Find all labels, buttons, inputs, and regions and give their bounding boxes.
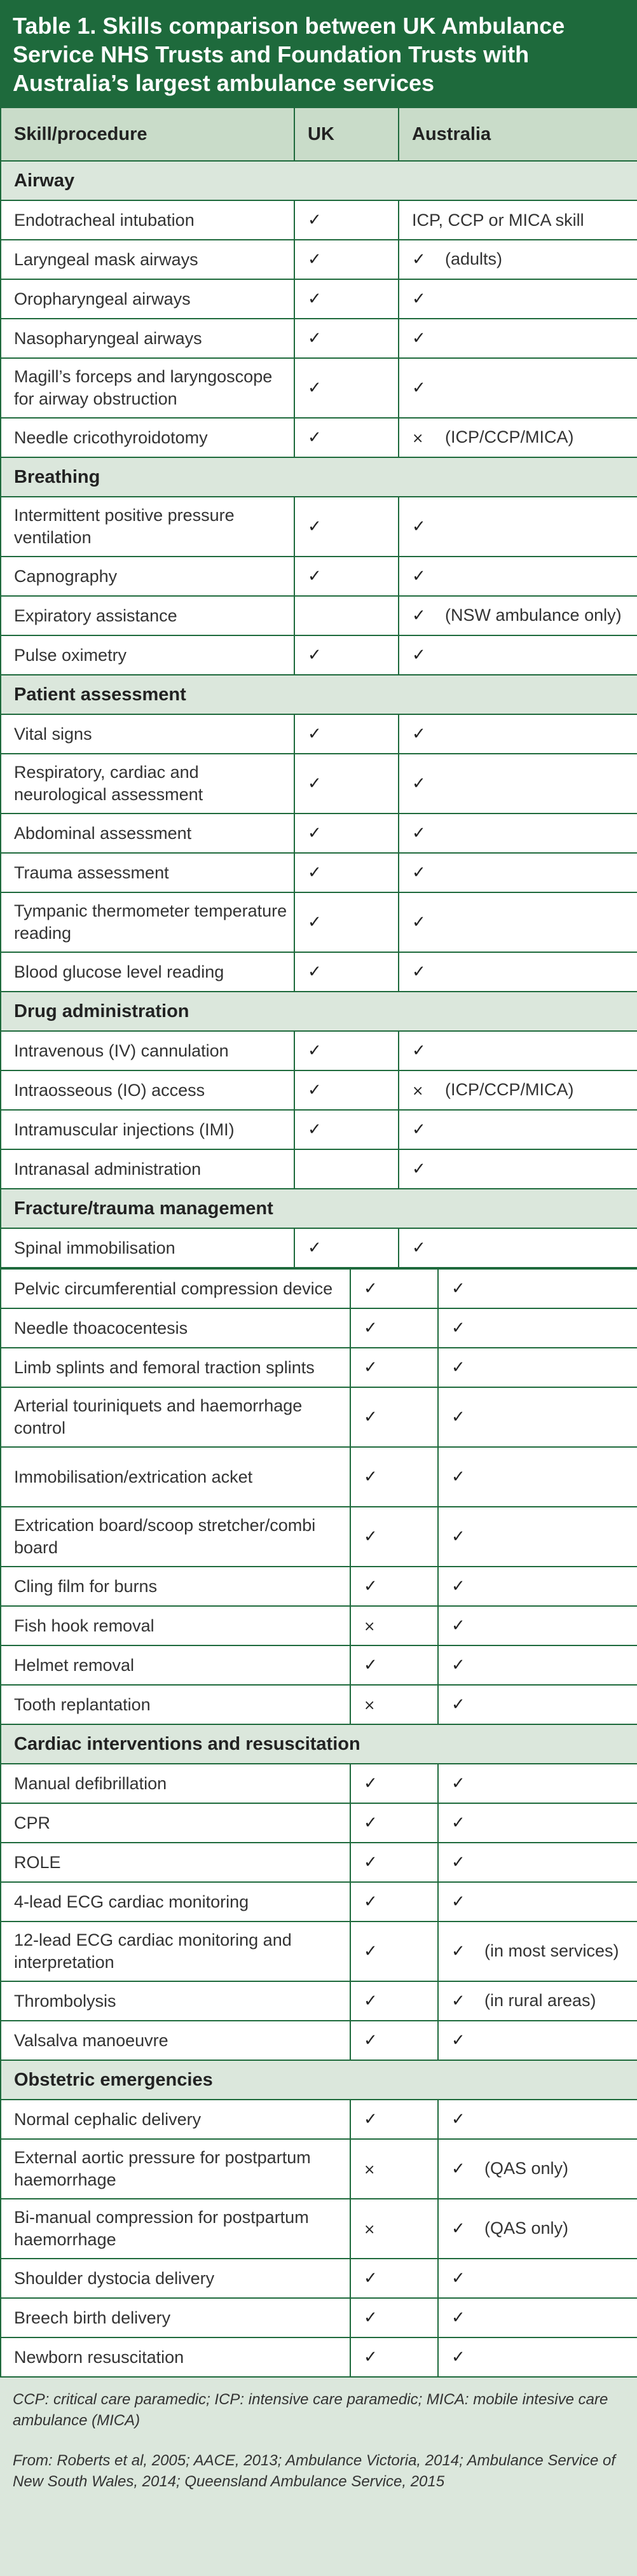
- section-row: [1, 992, 637, 1031]
- check-mark-icon: ✓: [451, 2269, 465, 2288]
- australia-cell: [438, 1764, 637, 1803]
- uk-cell: [350, 2337, 438, 2377]
- uk-cell: [294, 358, 399, 418]
- skill-cell: Bi-manual compression for postpartum haemorrhage: [1, 2199, 350, 2259]
- uk-cell: [294, 952, 399, 992]
- uk-cell: [350, 1507, 438, 1567]
- australia-cell: [399, 714, 637, 754]
- skill-cell: ROLE: [1, 1843, 350, 1882]
- check-mark-icon: ✓: [451, 2219, 465, 2238]
- table-row: [1, 1843, 637, 1882]
- table-row: [1, 2139, 637, 2199]
- uk-cell: [294, 754, 399, 814]
- section-heading: Obstetric emergencies: [1, 2060, 637, 2100]
- uk-cell: [350, 1882, 438, 1922]
- skill-cell: Needle cricothyroidotomy: [1, 418, 294, 457]
- skill-cell: Nasopharyngeal airways: [1, 319, 294, 358]
- check-mark-icon: ✓: [412, 606, 426, 625]
- skill-cell: Thrombolysis: [1, 1981, 350, 2021]
- section-heading: Cardiac interventions and resuscitation: [1, 1724, 637, 1764]
- table-row: [1, 2021, 637, 2060]
- check-mark-icon: ✓: [364, 1853, 378, 1872]
- uk-cell: [294, 279, 399, 319]
- uk-cell: [294, 1110, 399, 1149]
- skill-cell: Tympanic thermometer temperature reading: [1, 892, 294, 952]
- australia-cell: [399, 635, 637, 675]
- uk-cell: [350, 1764, 438, 1803]
- table-row: [1, 358, 637, 418]
- check-mark-icon: ✓: [308, 329, 322, 348]
- table-row: [1, 1645, 637, 1685]
- check-mark-icon: ✓: [451, 1774, 465, 1793]
- uk-cell: [294, 240, 399, 279]
- table-row: [1, 2298, 637, 2337]
- table-row: [1, 1764, 637, 1803]
- australia-cell: [399, 240, 637, 279]
- table-row: [1, 1507, 637, 1567]
- australia-cell: [438, 1803, 637, 1843]
- australia-cell: [438, 1606, 637, 1645]
- check-mark-icon: ✓: [412, 646, 426, 665]
- check-mark-icon: ✓: [412, 774, 426, 793]
- cross-mark-icon: ×: [364, 2161, 376, 2178]
- check-mark-icon: ✓: [308, 1238, 322, 1257]
- skill-cell: Intravenous (IV) cannulation: [1, 1031, 294, 1070]
- table-header-row: [1, 107, 637, 161]
- section-row: [1, 161, 637, 200]
- section-heading: Patient assessment: [1, 675, 637, 714]
- australia-cell: [399, 952, 637, 992]
- check-mark-icon: ✓: [364, 1892, 378, 1911]
- skill-cell: Magill’s forceps and laryngoscope for airway obstruction: [1, 358, 294, 418]
- uk-cell: [294, 1031, 399, 1070]
- skill-cell: Extrication board/scoop stretcher/combi board: [1, 1507, 350, 1567]
- check-mark-icon: ✓: [364, 1774, 378, 1793]
- table-row: [1, 1348, 637, 1387]
- table-row: [1, 418, 637, 457]
- table-row: [1, 1387, 637, 1447]
- check-mark-icon: ✓: [451, 1408, 465, 1427]
- table-footnotes: [0, 2378, 637, 2492]
- uk-cell: [294, 714, 399, 754]
- australia-cell: [399, 1031, 637, 1070]
- cross-mark-icon: ×: [412, 1083, 424, 1099]
- section-row: [1, 457, 637, 497]
- skill-cell: External aortic pressure for postpartum haemorrhage: [1, 2139, 350, 2199]
- uk-cell: [350, 1447, 438, 1507]
- australia-cell: [438, 1387, 637, 1447]
- australia-cell: [438, 1308, 637, 1348]
- skill-cell: Intermittent positive pressure ventilation: [1, 497, 294, 557]
- skill-cell: Normal cephalic delivery: [1, 2100, 350, 2139]
- check-mark-icon: ✓: [308, 378, 322, 398]
- skills-table-part-a: [0, 107, 637, 1268]
- check-mark-icon: ✓: [308, 250, 322, 269]
- skill-cell: Vital signs: [1, 714, 294, 754]
- australia-cell: [399, 853, 637, 892]
- australia-cell: [399, 497, 637, 557]
- check-mark-icon: ✓: [308, 863, 322, 882]
- uk-cell: [350, 1922, 438, 1981]
- table-row: [1, 1070, 637, 1110]
- table-row: [1, 2337, 637, 2377]
- table-row: [1, 240, 637, 279]
- uk-cell: [294, 1070, 399, 1110]
- check-mark-icon: ✓: [308, 1081, 322, 1100]
- australia-cell: [399, 1149, 637, 1189]
- check-mark-icon: ✓: [364, 2031, 378, 2050]
- check-mark-icon: ✓: [412, 863, 426, 882]
- cross-mark-icon: ×: [412, 430, 424, 447]
- section-row: [1, 2060, 637, 2100]
- skill-cell: 4-lead ECG cardiac monitoring: [1, 1882, 350, 1922]
- uk-cell: [294, 319, 399, 358]
- check-mark-icon: ✓: [451, 1319, 465, 1338]
- uk-cell: [294, 557, 399, 596]
- table-row: [1, 2100, 637, 2139]
- australia-cell: [399, 358, 637, 418]
- skill-cell: Expiratory assistance: [1, 596, 294, 635]
- uk-cell: [350, 2259, 438, 2298]
- uk-cell: [294, 635, 399, 675]
- check-mark-icon: ✓: [308, 824, 322, 843]
- check-mark-icon: ✓: [412, 250, 426, 269]
- header-skill: Skill/procedure: [1, 107, 294, 161]
- australia-cell: [399, 200, 637, 240]
- table-row: [1, 1882, 637, 1922]
- australia-note: (NSW ambulance only): [445, 606, 622, 625]
- header-uk: UK: [294, 107, 399, 161]
- check-mark-icon: ✓: [364, 1656, 378, 1675]
- check-mark-icon: ✓: [451, 1695, 465, 1714]
- australia-cell: [438, 1645, 637, 1685]
- uk-cell: [350, 1387, 438, 1447]
- australia-note: (QAS only): [484, 2159, 569, 2178]
- check-mark-icon: ✓: [451, 2110, 465, 2129]
- table-row: [1, 2259, 637, 2298]
- check-mark-icon: ✓: [308, 913, 322, 932]
- check-mark-icon: ✓: [364, 1527, 378, 1546]
- check-mark-icon: ✓: [412, 724, 426, 744]
- check-mark-icon: ✓: [451, 1813, 465, 1832]
- australia-cell: [438, 2298, 637, 2337]
- check-mark-icon: ✓: [412, 1160, 426, 1179]
- australia-cell: [399, 892, 637, 952]
- australia-cell: [438, 2021, 637, 2060]
- australia-cell: [438, 1843, 637, 1882]
- check-mark-icon: ✓: [451, 1892, 465, 1911]
- check-mark-icon: ✓: [451, 2308, 465, 2327]
- table-row: [1, 2199, 637, 2259]
- skill-cell: Intranasal administration: [1, 1149, 294, 1189]
- check-mark-icon: ✓: [308, 774, 322, 793]
- australia-cell: [438, 1348, 637, 1387]
- table-row: [1, 1981, 637, 2021]
- footnote-abbreviations: CCP: critical care paramedic; ICP: intensive care paramedic; MICA: mobile intesive care ambulance (MICA): [13, 2391, 608, 2429]
- australia-note: (in most services): [484, 1941, 619, 1960]
- check-mark-icon: ✓: [364, 1279, 378, 1298]
- uk-cell: [294, 200, 399, 240]
- uk-cell: [350, 1308, 438, 1348]
- check-mark-icon: ✓: [364, 2308, 378, 2327]
- skill-cell: Helmet removal: [1, 1645, 350, 1685]
- table-row: [1, 853, 637, 892]
- australia-note: (QAS only): [484, 2219, 569, 2238]
- skill-cell: Respiratory, cardiac and neurological assessment: [1, 754, 294, 814]
- check-mark-icon: ✓: [412, 1238, 426, 1257]
- uk-cell: [350, 1645, 438, 1685]
- table-row: [1, 714, 637, 754]
- check-mark-icon: ✓: [308, 517, 322, 536]
- skill-cell: Breech birth delivery: [1, 2298, 350, 2337]
- skill-cell: Abdominal assessment: [1, 814, 294, 853]
- australia-cell: [438, 1882, 637, 1922]
- uk-cell: [294, 1149, 399, 1189]
- uk-cell: [350, 1803, 438, 1843]
- skills-table-part-b: [0, 1268, 637, 2378]
- uk-cell: [294, 596, 399, 635]
- check-mark-icon: ✓: [364, 1813, 378, 1832]
- australia-note: (in rural areas): [484, 1991, 596, 2010]
- check-mark-icon: ✓: [412, 329, 426, 348]
- australia-cell: [399, 279, 637, 319]
- skill-cell: CPR: [1, 1803, 350, 1843]
- check-mark-icon: ✓: [308, 428, 322, 447]
- australia-cell: [438, 1507, 637, 1567]
- skill-cell: Blood glucose level reading: [1, 952, 294, 992]
- australia-cell: [399, 557, 637, 596]
- table-row: [1, 1803, 637, 1843]
- table-row: [1, 1308, 637, 1348]
- table-row: [1, 596, 637, 635]
- skill-cell: Spinal immobilisation: [1, 1228, 294, 1268]
- skill-cell: Endotracheal intubation: [1, 200, 294, 240]
- check-mark-icon: ✓: [308, 567, 322, 586]
- australia-cell: [399, 319, 637, 358]
- australia-cell: [438, 2337, 637, 2377]
- australia-cell: [438, 1269, 637, 1308]
- check-mark-icon: ✓: [451, 1942, 465, 1961]
- table-row: [1, 1228, 637, 1268]
- section-heading: Fracture/trauma management: [1, 1189, 637, 1228]
- skill-cell: Shoulder dystocia delivery: [1, 2259, 350, 2298]
- check-mark-icon: ✓: [308, 211, 322, 230]
- uk-cell: [350, 1685, 438, 1724]
- table-row: [1, 1922, 637, 1981]
- table-row: [1, 1685, 637, 1724]
- uk-cell: [350, 1843, 438, 1882]
- check-mark-icon: ✓: [412, 1120, 426, 1139]
- skill-cell: Cling film for burns: [1, 1567, 350, 1606]
- check-mark-icon: ✓: [451, 1527, 465, 1546]
- skill-cell: Fish hook removal: [1, 1606, 350, 1645]
- australia-cell: [399, 1110, 637, 1149]
- skill-cell: Tooth replantation: [1, 1685, 350, 1724]
- uk-cell: [350, 1981, 438, 2021]
- check-mark-icon: ✓: [364, 2269, 378, 2288]
- australia-note: (adults): [445, 249, 503, 268]
- skill-cell: Arterial touriniquets and haemorrhage control: [1, 1387, 350, 1447]
- skill-cell: Intraosseous (IO) access: [1, 1070, 294, 1110]
- australia-note: ICP, CCP or MICA skill: [412, 210, 584, 230]
- table-row: [1, 814, 637, 853]
- header-australia: Australia: [399, 107, 637, 161]
- cross-mark-icon: ×: [364, 1618, 376, 1635]
- table-row: [1, 1269, 637, 1308]
- uk-cell: [350, 1567, 438, 1606]
- check-mark-icon: ✓: [451, 1358, 465, 1377]
- check-mark-icon: ✓: [308, 1120, 322, 1139]
- skill-cell: Laryngeal mask airways: [1, 240, 294, 279]
- australia-cell: [399, 1228, 637, 1268]
- check-mark-icon: ✓: [364, 1467, 378, 1486]
- skill-cell: Needle thoacocentesis: [1, 1308, 350, 1348]
- skill-cell: Capnography: [1, 557, 294, 596]
- check-mark-icon: ✓: [451, 1467, 465, 1486]
- check-mark-icon: ✓: [451, 1616, 465, 1635]
- check-mark-icon: ✓: [364, 2110, 378, 2129]
- uk-cell: [294, 1228, 399, 1268]
- skill-cell: Immobilisation/extrication acket: [1, 1447, 350, 1507]
- check-mark-icon: ✓: [451, 2159, 465, 2178]
- australia-cell: [438, 2100, 637, 2139]
- check-mark-icon: ✓: [451, 1279, 465, 1298]
- section-heading: Drug administration: [1, 992, 637, 1031]
- table-row: [1, 279, 637, 319]
- footnote-source: From: Roberts et al, 2005; AACE, 2013; Ambulance Victoria, 2014; Ambulance Service of New South Wales, 2014; Queensland Ambulance Service, 2015: [13, 2452, 616, 2490]
- check-mark-icon: ✓: [412, 517, 426, 536]
- check-mark-icon: ✓: [308, 289, 322, 308]
- table-row: [1, 952, 637, 992]
- section-heading: Breathing: [1, 457, 637, 497]
- check-mark-icon: ✓: [412, 567, 426, 586]
- check-mark-icon: ✓: [364, 1577, 378, 1596]
- section-row: [1, 1189, 637, 1228]
- check-mark-icon: ✓: [308, 962, 322, 981]
- australia-cell: [438, 2199, 637, 2259]
- check-mark-icon: ✓: [308, 724, 322, 744]
- cross-mark-icon: ×: [364, 1697, 376, 1714]
- section-row: [1, 1724, 637, 1764]
- skill-cell: Oropharyngeal airways: [1, 279, 294, 319]
- table-title: Table 1. Skills comparison between UK Ambulance Service NHS Trusts and Foundation Trusts with Australia’s largest ambulance services: [0, 0, 637, 107]
- check-mark-icon: ✓: [451, 2348, 465, 2367]
- uk-cell: [294, 853, 399, 892]
- skill-cell: 12-lead ECG cardiac monitoring and interpretation: [1, 1922, 350, 1981]
- section-heading: Airway: [1, 161, 637, 200]
- check-mark-icon: ✓: [364, 1942, 378, 1961]
- check-mark-icon: ✓: [451, 1991, 465, 2011]
- table-row: [1, 892, 637, 952]
- uk-cell: [350, 1269, 438, 1308]
- check-mark-icon: ✓: [364, 2348, 378, 2367]
- uk-cell: [350, 2139, 438, 2199]
- uk-cell: [350, 2100, 438, 2139]
- table-row: [1, 1031, 637, 1070]
- uk-cell: [350, 2298, 438, 2337]
- table-row: [1, 754, 637, 814]
- uk-cell: [294, 497, 399, 557]
- check-mark-icon: ✓: [308, 646, 322, 665]
- australia-note: (ICP/CCP/MICA): [445, 1079, 574, 1099]
- skill-cell: Intramuscular injections (IMI): [1, 1110, 294, 1149]
- skill-cell: Pelvic circumferential compression device: [1, 1269, 350, 1308]
- check-mark-icon: ✓: [412, 1041, 426, 1060]
- table-row: [1, 635, 637, 675]
- uk-cell: [350, 2021, 438, 2060]
- check-mark-icon: ✓: [364, 1991, 378, 2011]
- skill-cell: Pulse oximetry: [1, 635, 294, 675]
- table-row: [1, 1110, 637, 1149]
- australia-cell: [438, 2259, 637, 2298]
- skill-cell: Manual defibrillation: [1, 1764, 350, 1803]
- table-row: [1, 557, 637, 596]
- uk-cell: [350, 1606, 438, 1645]
- check-mark-icon: ✓: [364, 1358, 378, 1377]
- australia-cell: [438, 1981, 637, 2021]
- check-mark-icon: ✓: [451, 1577, 465, 1596]
- check-mark-icon: ✓: [412, 962, 426, 981]
- uk-cell: [350, 2199, 438, 2259]
- australia-cell: [399, 1070, 637, 1110]
- uk-cell: [294, 892, 399, 952]
- table-row: [1, 1447, 637, 1507]
- check-mark-icon: ✓: [364, 1408, 378, 1427]
- australia-cell: [438, 1567, 637, 1606]
- check-mark-icon: ✓: [412, 913, 426, 932]
- australia-cell: [438, 1922, 637, 1981]
- table-row: [1, 319, 637, 358]
- check-mark-icon: ✓: [308, 1041, 322, 1060]
- uk-cell: [350, 1348, 438, 1387]
- table-row: [1, 1606, 637, 1645]
- australia-cell: [399, 596, 637, 635]
- section-row: [1, 675, 637, 714]
- australia-cell: [399, 814, 637, 853]
- australia-cell: [438, 2139, 637, 2199]
- skill-cell: Valsalva manoeuvre: [1, 2021, 350, 2060]
- check-mark-icon: ✓: [364, 1319, 378, 1338]
- australia-cell: [438, 1447, 637, 1507]
- skill-cell: Trauma assessment: [1, 853, 294, 892]
- australia-note: (ICP/CCP/MICA): [445, 427, 574, 447]
- check-mark-icon: ✓: [412, 824, 426, 843]
- check-mark-icon: ✓: [451, 2031, 465, 2050]
- check-mark-icon: ✓: [412, 378, 426, 398]
- skill-cell: Limb splints and femoral traction splints: [1, 1348, 350, 1387]
- australia-cell: [438, 1685, 637, 1724]
- australia-cell: [399, 418, 637, 457]
- uk-cell: [294, 418, 399, 457]
- skill-cell: Newborn resuscitation: [1, 2337, 350, 2377]
- check-mark-icon: ✓: [412, 289, 426, 308]
- table-row: [1, 1149, 637, 1189]
- uk-cell: [294, 814, 399, 853]
- table-row: [1, 1567, 637, 1606]
- table-row: [1, 497, 637, 557]
- check-mark-icon: ✓: [451, 1656, 465, 1675]
- check-mark-icon: ✓: [451, 1853, 465, 1872]
- cross-mark-icon: ×: [364, 2221, 376, 2238]
- australia-cell: [399, 754, 637, 814]
- table-row: [1, 200, 637, 240]
